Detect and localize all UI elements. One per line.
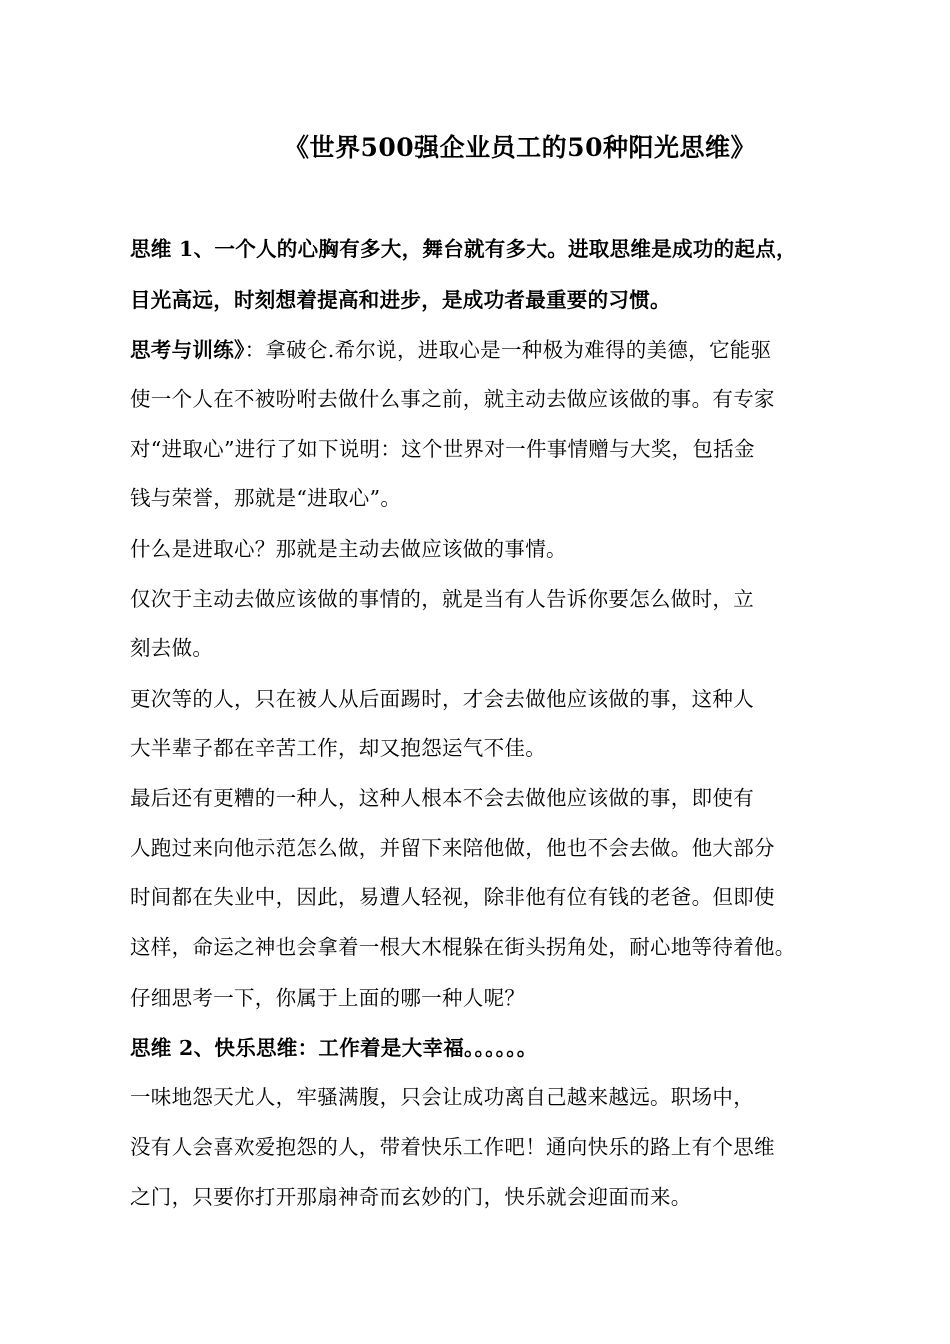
paragraph-text: ：拿破仑.希尔说，进取心是一种极为难得的美德，它能驱 (244, 338, 772, 362)
paragraph-line: 使一个人在不被吩咐去做什么事之前，就主动去做应该做的事。有专家 (130, 387, 775, 411)
paragraph-line: 没有人会喜欢爱抱怨的人，带着快乐工作吧！通向快乐的路上有个思维 (130, 1135, 775, 1159)
paragraph-line: 仅次于主动去做应该做的事情的，就是当有人告诉你要怎么做时，立 (130, 587, 754, 611)
section-label: 思考与训练》 (130, 338, 245, 362)
paragraph-line: 大半辈子都在辛苦工作，却又抱怨运气不佳。 (130, 736, 546, 760)
thinking-1-heading-line-2: 目光高远，时刻想着提高和进步，是成功者最重要的习惯。 (130, 288, 671, 312)
paragraph-line: 对“进取心”进行了如下说明：这个世界对一件事情赠与大奖，包括金 (130, 437, 755, 461)
paragraph-line: 钱与荣誉，那就是“进取心”。 (130, 486, 402, 510)
paragraph-line: 之门，只要你打开那扇神奇而玄妙的门，快乐就会迎面而来。 (130, 1185, 692, 1209)
paragraph-line: 这样，命运之神也会拿着一根大木棍躲在街头拐角处，耐心地等待着他。 (130, 935, 796, 959)
paragraph-line (130, 333, 771, 367)
paragraph-line: 更次等的人，只在被人从后面踢时，才会去做他应该做的事，这种人 (130, 687, 754, 711)
thinking-1-heading-line-1: 思维 1、一个人的心胸有多大，舞台就有多大。进取思维是成功的起点， (130, 237, 797, 261)
paragraph-line: 仔细思考一下，你属于上面的哪一种人呢？ (130, 986, 526, 1010)
document-title: 《世界500强企业员工的50种阳光思维》 (284, 133, 756, 162)
thinking-2-heading: 思维 2、快乐思维：工作着是大幸福。。。。。。 (130, 1036, 538, 1060)
paragraph-line: 刻去做。 (130, 636, 214, 660)
paragraph-line: 人跑过来向他示范怎么做，并留下来陪他做，他也不会去做。他大部分 (130, 836, 775, 860)
paragraph-line: 什么是进取心？那就是主动去做应该做的事情。 (130, 537, 567, 561)
paragraph-line: 最后还有更糟的一种人，这种人根本不会去做他应该做的事，即使有 (130, 786, 754, 810)
paragraph-line: 时间都在失业中，因此，易遭人轻视，除非他有位有钱的老爸。但即使 (130, 885, 775, 909)
paragraph-line: 一味地怨天尤人，牢骚满腹，只会让成功离自己越来越远。职场中， (130, 1085, 754, 1109)
